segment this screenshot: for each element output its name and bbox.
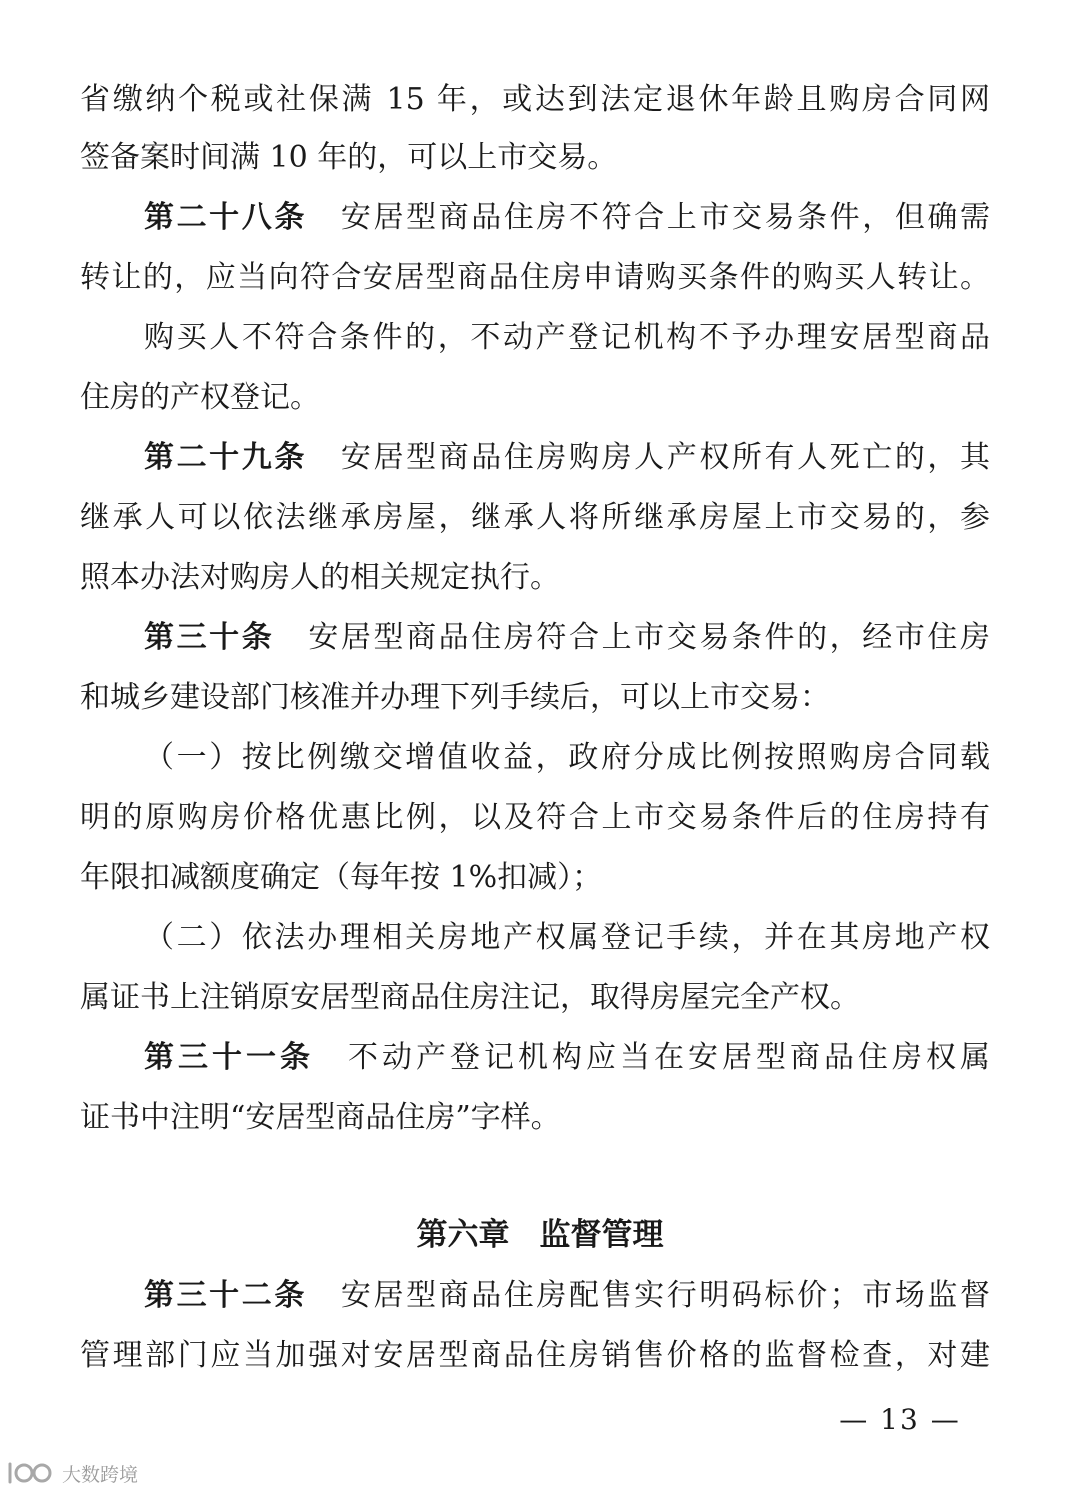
paragraph-line: 转让的，应当向符合安居型商品住房申请购买条件的购买人转让。 [80,260,990,295]
article-number: 第三十条 [144,620,275,655]
list-item-line: （二）依法办理相关房地产权属登记手续，并在其房地产权 [144,920,990,955]
article-32-line [144,1274,990,1318]
article-number: 第二十九条 [144,440,307,475]
article-text: 安居型商品住房配售实行明码标价；市场监督 [340,1278,990,1313]
paragraph-line: 明的原购房价格优惠比例，以及符合上市交易条件后的住房持有 [80,800,990,835]
paragraph-line: 继承人可以依法继承房屋，继承人将所继承房屋上市交易的，参 [80,500,990,535]
article-number: 第三十二条 [144,1278,307,1313]
paragraph-line: 证书中注明“安居型商品住房”字样。 [80,1100,561,1135]
article-number: 第二十八条 [144,200,307,235]
chapter-heading [0,1212,1080,1258]
list-item-line: （一）按比例缴交增值收益，政府分成比例按照购房合同载 [144,740,990,775]
chapter-number: 第六章 [416,1217,510,1253]
paragraph-line: 照本办法对购房人的相关规定执行。 [80,560,560,595]
watermark-text: 大数跨境 [62,1463,139,1486]
article-31-line [144,1036,990,1080]
watermark [6,1458,138,1488]
chapter-title: 监督管理 [539,1217,664,1253]
paragraph-line: 和城乡建设部门核准并办理下列手续后，可以上市交易： [80,680,830,715]
article-text: 安居型商品住房符合上市交易条件的，经市住房 [308,620,990,655]
paragraph-line: 住房的产权登记。 [80,380,320,415]
article-text: 安居型商品住房购房人产权所有人死亡的，其 [340,440,990,475]
100-logo-icon [6,1460,56,1486]
article-number: 第三十一条 [144,1040,314,1075]
page-number: — 13 — [839,1403,961,1436]
article-30-line [144,616,990,660]
article-28-line [144,196,990,240]
paragraph-line: 属证书上注销原安居型商品住房注记，取得房屋完全产权。 [80,980,860,1015]
paragraph-line: 管理部门应当加强对安居型商品住房销售价格的监督检查，对建 [80,1338,990,1373]
article-29-line [144,436,990,480]
paragraph-line: 省缴纳个税或社保满 15 年，或达到法定退休年龄且购房合同网 [80,82,990,117]
paragraph-line: 购买人不符合条件的，不动产登记机构不予办理安居型商品 [144,320,990,355]
article-text: 安居型商品住房不符合上市交易条件，但确需 [340,200,990,235]
paragraph-line: 签备案时间满 10 年的，可以上市交易。 [80,140,618,175]
article-text: 不动产登记机构应当在安居型商品住房权属 [348,1040,990,1075]
paragraph-line: 年限扣减额度确定（每年按 1%扣减）； [80,860,603,895]
